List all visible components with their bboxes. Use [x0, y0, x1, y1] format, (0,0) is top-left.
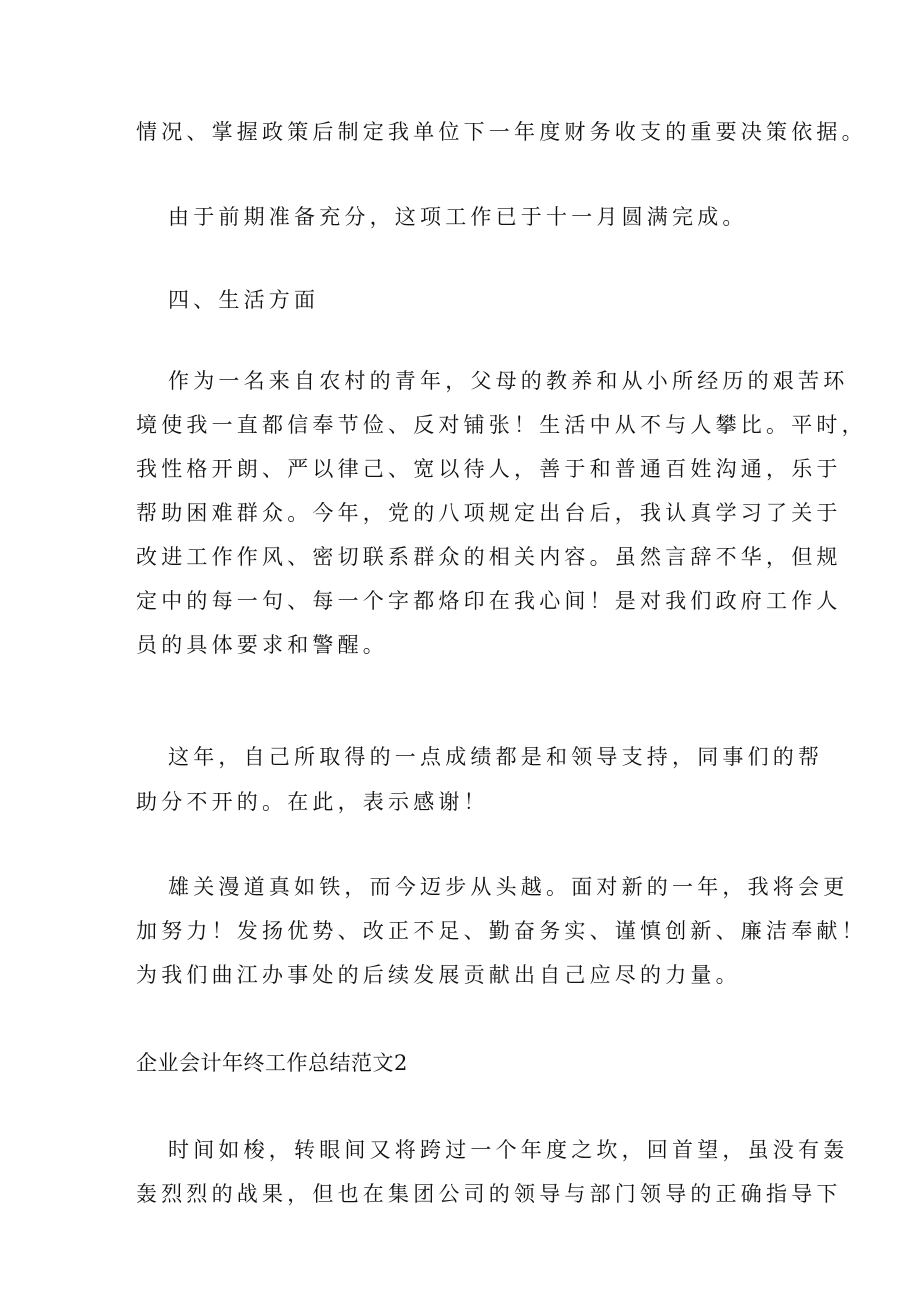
paragraph-line: 轰烈烈的战果，但也在集团公司的领导与部门领导的正确指导下 [136, 1182, 842, 1206]
paragraph-line: 时间如梭，转眼间又将跨过一个年度之坎，回首望，虽没有轰 [168, 1138, 849, 1162]
paragraph-line: 境使我一直都信奉节俭、反对铺张！生活中从不与人攀比。平时， [136, 413, 867, 437]
paragraph-line: 由于前期准备充分，这项工作已于十一月圆满完成。 [168, 205, 748, 229]
paragraph-line: 这年，自己所取得的一点成绩都是和领导支持，同事们的帮 [168, 745, 824, 769]
paragraph-line: 员的具体要求和警醒。 [136, 633, 388, 657]
paragraph-line: 雄关漫道真如铁，而今迈步从头越。面对新的一年，我将会更 [168, 875, 849, 899]
paragraph-line: 加努力！发扬优势、改正不足、勤奋务实、谨慎创新、廉洁奉献！ [136, 919, 867, 943]
document-title: 企业会计年终工作总结范文2 [136, 1051, 408, 1075]
section-heading: 四、生活方面 [168, 288, 320, 312]
paragraph-line: 改进工作作风、密切联系群众的相关内容。虽然言辞不华，但规 [136, 545, 842, 569]
paragraph-line: 助分不开的。在此，表示感谢！ [136, 790, 489, 814]
paragraph-line: 帮助困难群众。今年，党的八项规定出台后，我认真学习了关于 [136, 501, 842, 525]
paragraph-line: 作为一名来自农村的青年，父母的教养和从小所经历的艰苦环 [168, 369, 849, 393]
paragraph-line: 定中的每一句、每一个字都烙印在我心间！是对我们政府工作人 [136, 589, 842, 613]
paragraph-line: 为我们曲江办事处的后续发展贡献出自己应尽的力量。 [136, 963, 741, 987]
paragraph-line: 情况、掌握政策后制定我单位下一年度财务收支的重要决策依据。 [136, 120, 867, 144]
paragraph-line: 我性格开朗、严以律己、宽以待人，善于和普通百姓沟通，乐于 [136, 457, 842, 481]
